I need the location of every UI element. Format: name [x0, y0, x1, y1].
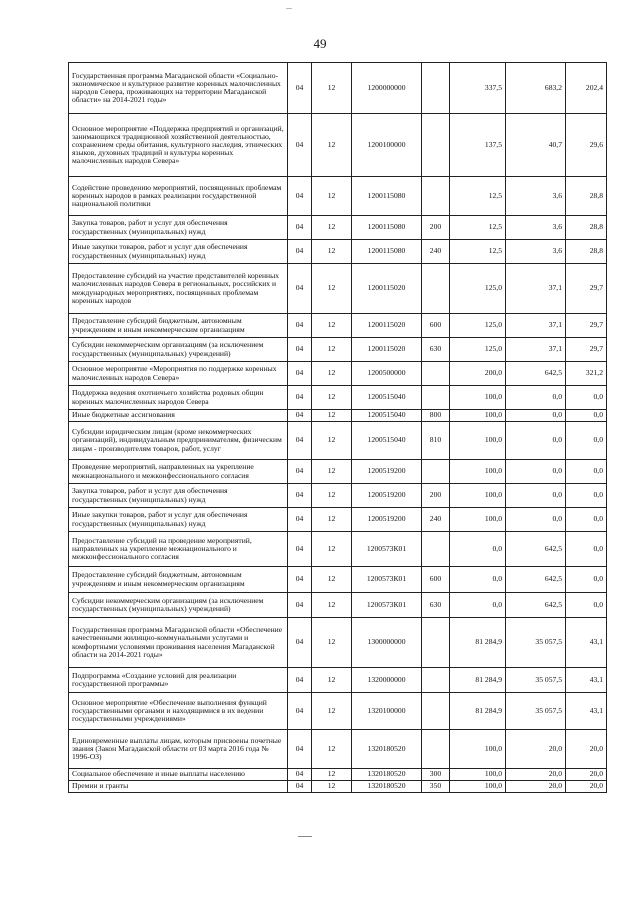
row-amount-plan: 81 284,9: [450, 618, 506, 668]
row-percent: 0,0: [566, 508, 607, 532]
row-expense-type: 630: [422, 593, 450, 618]
row-amount-actual: 20,0: [506, 769, 566, 781]
row-amount-plan: 100,0: [450, 730, 506, 769]
row-percent: 0,0: [566, 386, 607, 410]
table-row: [69, 730, 607, 769]
row-amount-actual: 0,0: [506, 508, 566, 532]
row-subsection: 12: [312, 63, 352, 114]
row-amount-plan: 100,0: [450, 508, 506, 532]
row-name: Социальное обеспечение и иные выплаты населению: [69, 769, 288, 781]
row-section: 04: [288, 264, 312, 314]
row-expense-type: 630: [422, 338, 450, 362]
row-target-article: 1200115020: [352, 314, 422, 338]
row-amount-plan: 125,0: [450, 314, 506, 338]
row-subsection: 12: [312, 567, 352, 593]
row-target-article: 1200519200: [352, 484, 422, 508]
row-amount-actual: 3,6: [506, 216, 566, 240]
table-row: [69, 422, 607, 460]
row-amount-plan: 200,0: [450, 362, 506, 386]
row-section: 04: [288, 362, 312, 386]
row-amount-actual: 3,6: [506, 240, 566, 264]
row-amount-actual: 20,0: [506, 730, 566, 769]
row-section: 04: [288, 314, 312, 338]
row-target-article: 1320180520: [352, 781, 422, 793]
row-percent: 0,0: [566, 567, 607, 593]
row-expense-type: 600: [422, 314, 450, 338]
row-target-article: 1200573К01: [352, 567, 422, 593]
row-subsection: 12: [312, 216, 352, 240]
row-subsection: 12: [312, 460, 352, 484]
row-expense-type: [422, 460, 450, 484]
row-subsection: 12: [312, 314, 352, 338]
row-target-article: 1200115020: [352, 264, 422, 314]
row-section: 04: [288, 508, 312, 532]
row-section: 04: [288, 240, 312, 264]
row-section: 04: [288, 114, 312, 177]
row-percent: 0,0: [566, 460, 607, 484]
row-target-article: 1200115020: [352, 338, 422, 362]
row-percent: 0,0: [566, 593, 607, 618]
row-subsection: 12: [312, 730, 352, 769]
row-target-article: 1200500000: [352, 362, 422, 386]
row-name: Субсидии некоммерческим организациям (за исключением государственных (муниципальных) учреждений): [69, 338, 288, 362]
row-name: Подпрограмма «Создание условий для реализации государственной программы»: [69, 668, 288, 693]
table-row: [69, 216, 607, 240]
row-section: 04: [288, 781, 312, 793]
row-expense-type: 300: [422, 769, 450, 781]
row-amount-actual: 40,7: [506, 114, 566, 177]
table-row: [69, 362, 607, 386]
row-section: 04: [288, 422, 312, 460]
row-expense-type: 200: [422, 484, 450, 508]
row-percent: 43,1: [566, 618, 607, 668]
row-section: 04: [288, 693, 312, 730]
row-section: 04: [288, 593, 312, 618]
table-row: [69, 114, 607, 177]
row-section: 04: [288, 567, 312, 593]
table-row: [69, 264, 607, 314]
row-amount-plan: 81 284,9: [450, 668, 506, 693]
row-amount-actual: 35 057,5: [506, 618, 566, 668]
row-section: 04: [288, 177, 312, 216]
table-row: [69, 240, 607, 264]
row-target-article: 1200100000: [352, 114, 422, 177]
row-name: Содействие проведению мероприятий, посвященных проблемам коренных народов в рамках реализации государственной национальной политики: [69, 177, 288, 216]
row-section: 04: [288, 216, 312, 240]
table-row: [69, 781, 607, 793]
row-target-article: 1200515040: [352, 410, 422, 422]
row-amount-plan: 100,0: [450, 484, 506, 508]
row-percent: 29,7: [566, 314, 607, 338]
row-name: Предоставление субсидий бюджетным, автономным учреждениям и иным некоммерческим организациям: [69, 567, 288, 593]
row-amount-plan: 0,0: [450, 593, 506, 618]
row-amount-actual: 37,1: [506, 314, 566, 338]
row-target-article: 1200115080: [352, 240, 422, 264]
row-amount-plan: 125,0: [450, 264, 506, 314]
row-name: Иные закупки товаров, работ и услуг для обеспечения государственных (муниципальных) нужд: [69, 508, 288, 532]
row-section: 04: [288, 730, 312, 769]
row-percent: 20,0: [566, 730, 607, 769]
table-row: [69, 532, 607, 567]
row-amount-plan: 100,0: [450, 781, 506, 793]
row-name: Основное мероприятие «Поддержка предприятий и организаций, занимающихся традиционной хозяйственной деятельностью, сохранением среды обитания, культурного наследия, этнических языков, духовных традиций и культуры коренных малочисленных народов Севера»: [69, 114, 288, 177]
row-name: Единовременные выплаты лицам, которым присвоены почетные звания (Закон Магаданской области от 03 марта 2016 года № 1996-ОЗ): [69, 730, 288, 769]
row-expense-type: [422, 177, 450, 216]
row-amount-actual: 37,1: [506, 264, 566, 314]
row-amount-actual: 35 057,5: [506, 668, 566, 693]
row-target-article: 1200515040: [352, 422, 422, 460]
row-percent: 43,1: [566, 693, 607, 730]
row-percent: 202,4: [566, 63, 607, 114]
row-name: Премии и гранты: [69, 781, 288, 793]
row-section: 04: [288, 484, 312, 508]
row-subsection: 12: [312, 422, 352, 460]
row-subsection: 12: [312, 362, 352, 386]
row-target-article: 1300000000: [352, 618, 422, 668]
row-name: Иные закупки товаров, работ и услуг для обеспечения государственных (муниципальных) нужд: [69, 240, 288, 264]
row-name: Предоставление субсидий на участие представителей коренных малочисленных народов Севера в региональных, российских и международных мероприятиях, посвященных проблемам коренных народов: [69, 264, 288, 314]
row-amount-actual: 0,0: [506, 422, 566, 460]
row-subsection: 12: [312, 338, 352, 362]
row-section: 04: [288, 668, 312, 693]
row-section: 04: [288, 338, 312, 362]
row-amount-actual: 0,0: [506, 460, 566, 484]
row-name: Государственная программа Магаданской области «Обеспечение качественными жилищно-коммунальными услугами и комфортными условиями проживания населения Магаданской области на 2014-2021 годы»: [69, 618, 288, 668]
row-percent: 20,0: [566, 781, 607, 793]
row-target-article: 1200000000: [352, 63, 422, 114]
row-percent: 28,8: [566, 216, 607, 240]
row-name: Закупка товаров, работ и услуг для обеспечения государственных (муниципальных) нужд: [69, 216, 288, 240]
row-name: Основное мероприятие «Мероприятия по поддержке коренных малочисленных народов Севера»: [69, 362, 288, 386]
row-name: Проведение мероприятий, направленных на укрепление межнационального и межконфессионального согласия: [69, 460, 288, 484]
row-expense-type: 600: [422, 567, 450, 593]
row-amount-actual: 0,0: [506, 410, 566, 422]
row-name: Иные бюджетные ассигнования: [69, 410, 288, 422]
row-amount-actual: 642,5: [506, 532, 566, 567]
row-name: Субсидии некоммерческим организациям (за исключением государственных (муниципальных) учреждений): [69, 593, 288, 618]
row-target-article: 1200519200: [352, 508, 422, 532]
row-name: Поддержка ведения охотничьего хозяйства родовых общин коренных малочисленных народов Севера: [69, 386, 288, 410]
row-amount-plan: 0,0: [450, 567, 506, 593]
table-row: [69, 593, 607, 618]
table-row: [69, 769, 607, 781]
row-subsection: 12: [312, 693, 352, 730]
row-percent: 0,0: [566, 422, 607, 460]
table-row: [69, 314, 607, 338]
row-amount-actual: 0,0: [506, 386, 566, 410]
table-row: [69, 63, 607, 114]
row-expense-type: 800: [422, 410, 450, 422]
row-expense-type: 350: [422, 781, 450, 793]
row-percent: 29,7: [566, 338, 607, 362]
budget-table: [68, 62, 607, 793]
row-expense-type: [422, 532, 450, 567]
row-expense-type: 810: [422, 422, 450, 460]
row-amount-actual: 642,5: [506, 362, 566, 386]
row-expense-type: [422, 618, 450, 668]
row-target-article: 1200515040: [352, 386, 422, 410]
row-amount-actual: 642,5: [506, 593, 566, 618]
row-name: Предоставление субсидий бюджетным, автономным учреждениям и иным некоммерческим организациям: [69, 314, 288, 338]
row-expense-type: 240: [422, 240, 450, 264]
table-row: [69, 484, 607, 508]
row-section: 04: [288, 460, 312, 484]
row-subsection: 12: [312, 593, 352, 618]
row-expense-type: [422, 264, 450, 314]
row-amount-plan: 12,5: [450, 177, 506, 216]
row-percent: 28,8: [566, 240, 607, 264]
row-name: Основное мероприятие «Обеспечение выполнения функций государственными органами и находящимися в их ведении государственными учреждениями»: [69, 693, 288, 730]
table-row: [69, 618, 607, 668]
row-target-article: 1320000000: [352, 668, 422, 693]
table-body: [69, 63, 607, 793]
row-subsection: 12: [312, 781, 352, 793]
row-section: 04: [288, 63, 312, 114]
row-section: 04: [288, 769, 312, 781]
row-name: Субсидии юридическим лицам (кроме некоммерческих организаций), индивидуальным предпринимателям, физическим лицам - производителям товаров, работ, услуг: [69, 422, 288, 460]
row-percent: 0,0: [566, 484, 607, 508]
table-row: [69, 508, 607, 532]
row-name: Предоставление субсидий на проведение мероприятий, направленных на укрепление межнационального и межконфессионального согласия: [69, 532, 288, 567]
row-name: Государственная программа Магаданской области «Социально-экономическое и культурное развитие коренных малочисленных народов Севера, проживающих на территории Магаданской области» на 2014-2021 годы»: [69, 63, 288, 114]
row-percent: 0,0: [566, 410, 607, 422]
row-amount-plan: 100,0: [450, 386, 506, 410]
row-expense-type: [422, 362, 450, 386]
row-amount-actual: 20,0: [506, 781, 566, 793]
row-expense-type: 200: [422, 216, 450, 240]
row-subsection: 12: [312, 410, 352, 422]
row-expense-type: [422, 693, 450, 730]
row-percent: 43,1: [566, 668, 607, 693]
row-section: 04: [288, 532, 312, 567]
row-target-article: 1200573К01: [352, 532, 422, 567]
row-section: 04: [288, 386, 312, 410]
row-amount-plan: 337,5: [450, 63, 506, 114]
row-target-article: 1200573К01: [352, 593, 422, 618]
row-amount-plan: 100,0: [450, 410, 506, 422]
table-row: [69, 567, 607, 593]
row-amount-plan: 0,0: [450, 532, 506, 567]
table-row: [69, 338, 607, 362]
row-amount-plan: 81 284,9: [450, 693, 506, 730]
table-row: [69, 460, 607, 484]
row-section: 04: [288, 618, 312, 668]
row-expense-type: 240: [422, 508, 450, 532]
row-amount-plan: 100,0: [450, 460, 506, 484]
table-row: [69, 668, 607, 693]
row-expense-type: [422, 63, 450, 114]
row-amount-plan: 12,5: [450, 216, 506, 240]
row-amount-plan: 137,5: [450, 114, 506, 177]
row-name: Закупка товаров, работ и услуг для обеспечения государственных (муниципальных) нужд: [69, 484, 288, 508]
row-subsection: 12: [312, 177, 352, 216]
row-amount-actual: 3,6: [506, 177, 566, 216]
row-percent: 0,0: [566, 532, 607, 567]
table-row: [69, 386, 607, 410]
row-percent: 29,6: [566, 114, 607, 177]
row-target-article: 1320180520: [352, 730, 422, 769]
row-amount-actual: 0,0: [506, 484, 566, 508]
row-subsection: 12: [312, 532, 352, 567]
table-row: [69, 410, 607, 422]
row-target-article: 1200115080: [352, 216, 422, 240]
row-subsection: 12: [312, 114, 352, 177]
row-subsection: 12: [312, 769, 352, 781]
row-percent: 321,2: [566, 362, 607, 386]
row-target-article: 1200115080: [352, 177, 422, 216]
row-amount-plan: 100,0: [450, 769, 506, 781]
scan-artifact: [286, 8, 292, 9]
row-subsection: 12: [312, 508, 352, 532]
row-subsection: 12: [312, 264, 352, 314]
page-number: 49: [313, 36, 327, 51]
row-amount-actual: 642,5: [506, 567, 566, 593]
row-expense-type: [422, 386, 450, 410]
row-subsection: 12: [312, 668, 352, 693]
row-subsection: 12: [312, 484, 352, 508]
table-row: [69, 693, 607, 730]
row-subsection: 12: [312, 386, 352, 410]
row-target-article: 1320180520: [352, 769, 422, 781]
row-target-article: 1200519200: [352, 460, 422, 484]
footer-mark: [298, 836, 312, 837]
row-amount-actual: 683,2: [506, 63, 566, 114]
row-target-article: 1320100000: [352, 693, 422, 730]
row-section: 04: [288, 410, 312, 422]
row-percent: 20,0: [566, 769, 607, 781]
row-subsection: 12: [312, 618, 352, 668]
row-percent: 29,7: [566, 264, 607, 314]
row-amount-plan: 125,0: [450, 338, 506, 362]
row-amount-actual: 37,1: [506, 338, 566, 362]
row-amount-plan: 100,0: [450, 422, 506, 460]
row-expense-type: [422, 668, 450, 693]
row-percent: 28,8: [566, 177, 607, 216]
row-expense-type: [422, 730, 450, 769]
row-expense-type: [422, 114, 450, 177]
row-subsection: 12: [312, 240, 352, 264]
table-row: [69, 177, 607, 216]
row-amount-actual: 35 057,5: [506, 693, 566, 730]
row-amount-plan: 12,5: [450, 240, 506, 264]
